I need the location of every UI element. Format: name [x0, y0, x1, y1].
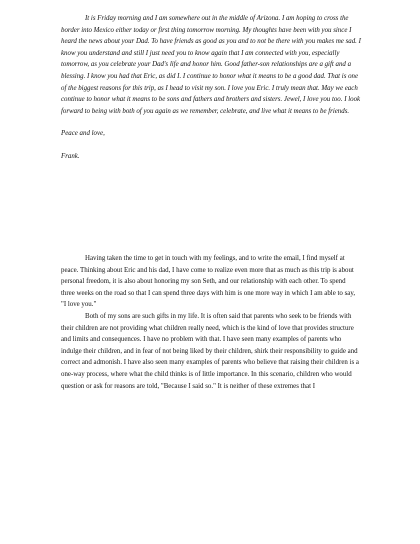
body-paragraph-2: Both of my sons are such gifts in my life. It is often said that parents who seek to be friends with their children are not providing what children really need, which is the kind of love that provides structure and limits and consequences. I have no problem with that. I have seen many examples of parents who indulge their children, and in fear of not being liked by their children, shirk their responsibility to guide and correct and admonish. I have also seen many examples of parents who believe that raising their children is a one-way process, where what the child thinks is of little importance. In this scenario, children who would question or ask for reasons are told, "Because I said so." It is neither of these extremes that I	[61, 312, 359, 390]
letter-signature: Frank.	[61, 152, 80, 160]
body-paragraph-1: Having taken the time to get in touch with my feelings, and to write the email, I find myself at peace. Thinking about Eric and his dad, I have come to realize even more that as much as this trip is about personal freedom, it is also about honoring my son Seth, and our relationship with each other. To spend three weeks on the road so that I can spend three days with him is one more way in which I am able to say, "I love you."	[61, 255, 356, 309]
letter-paragraph: It is Friday morning and I am somewhere out in the middle of Arizona. I am hoping to cross the border into Mexico either today or first thing tomorrow morning. My thoughts have been with you since I heard the news about your Dad. To have friends as good as you and to not be there with you makes me sad. I know you understand and still I just need you to know again that I am connected with you, especially tomorrow, as you celebrate your Dad's life and honor him. Good father-son relationships are a gift and a blessing. I know you had that Eric, as did I. I continue to honor what it means to be a good dad. That is one of the biggest reasons for this trip, as I head to visit my son. I love you Eric. I truly mean that. May we each continue to honor what it means to be sons and fathers and brothers and sisters. Jewel, I love you too. I look forward to being with both of you again as we remember, celebrate, and live what it means to be friends.	[61, 15, 361, 115]
letter-closing: Peace and love,	[61, 130, 105, 138]
email-letter	[61, 13, 361, 163]
narrative-body	[61, 253, 361, 392]
